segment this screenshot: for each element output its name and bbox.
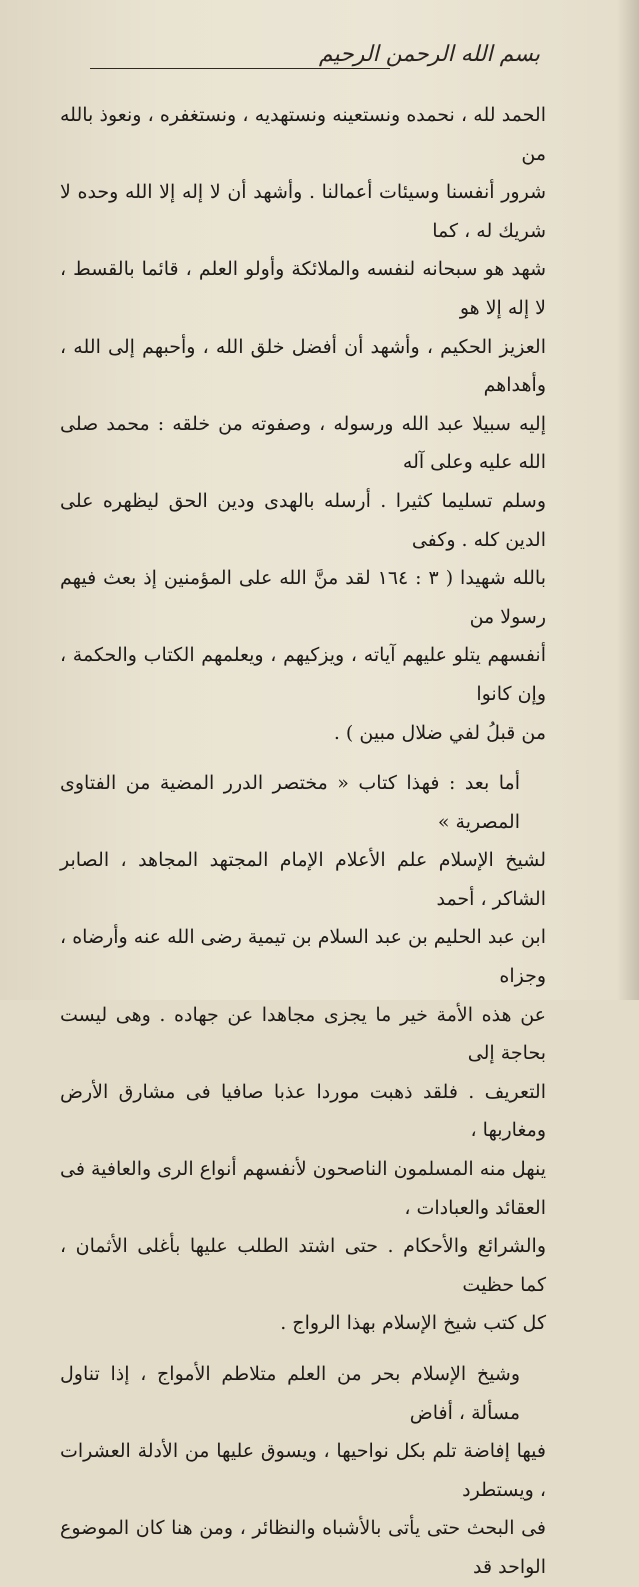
text-line: عن هذه الأمة خير ما يجزى مجاهدا عن جهاده . وهى ليست بحاجة إلى [60,1003,546,1065]
text-line: شرور أنفسنا وسيئات أعمالنا . وأشهد أن لا إله إلا الله وحده لا شريك له ، كما [60,181,546,242]
paragraph-1 [60,96,546,752]
text-line: التعريف . فلقد ذهبت موردا عذبا صافيا فى مشارق الأرض ومغاربها ، [60,1080,546,1142]
text-line: كل كتب شيخ الإسلام بهذا الرواج . [280,1312,546,1335]
text-line: والشرائع والأحكام . حتى اشتد الطلب عليها بأغلى الأثمان ، كما حظيت [60,1235,546,1296]
text-line: فى البحث حتى يأتى بالأشباه والنظائر ، ومن هنا كان الموضوع الواحد قد [60,1517,546,1578]
text-line: وسلم تسليما كثيرا . أرسله بالهدى ودين الحق ليظهره على الدين كله . وكفى [60,489,546,551]
text-line: إليه سبيلا عبد الله ورسوله ، وصفوته من خلقه : محمد صلى الله عليه وعلى آله [60,412,546,474]
paragraph-gap [60,752,546,764]
text-line: ينهل منه المسلمون الناصحون لأنفسهم أنواع الرى والعافية فى العقائد والعبادات ، [59,1158,546,1219]
paragraph-gap [60,1343,546,1355]
text-line: ابن عبد الحليم بن عبد السلام بن تيمية رضى الله عنه وأرضاه ، وجزاه [60,926,546,988]
page-spine-shadow [617,0,639,1000]
text-line: وشيخ الإسلام بحر من العلم متلاطم الأمواج ، إذا تناول مسألة ، أفاض [60,1363,520,1424]
text-line: من قبلُ لفي ضلال مبين ) . [333,721,546,744]
text-line: أنفسهم يتلو عليهم آياته ، ويزكيهم ، ويعلمهم الكتاب والحكمة ، وإن كانوا [60,644,546,705]
text-line: لشيخ الإسلام علم الأعلام الإمام المجتهد المجاهد ، الصابر الشاكر ، أحمد [60,849,546,910]
body-text [60,96,546,1587]
text-line: بالله شهيدا ( ٣ : ١٦٤ لقد منَّ الله على المؤمنين إذ بعث فيهم رسولا من [60,567,546,628]
page-header [90,40,540,80]
text-line: الحمد لله ، نحمده ونستعينه ونستهديه ، ونستغفره ، ونعوذ بالله من [60,104,546,165]
text-line: شهد هو سبحانه لنفسه والملائكة وأولو العلم ، قائما بالقسط ، لا إله إلا هو [60,258,546,319]
text-line: فيها إفاضة تلم بكل نواحيها ، ويسوق عليها من الأدلة العشرات ، ويستطرد [60,1440,546,1501]
paragraph-3 [60,1355,546,1587]
text-line: العزيز الحكيم ، وأشهد أن أفضل خلق الله ، وأحبهم إلى الله ، وأهداهم [60,335,546,397]
text-line: أما بعد : فهذا كتاب « مختصر الدرر المضية من الفتاوى المصرية » [60,772,520,833]
paragraph-2 [60,764,546,1343]
basmala-heading: بسم الله الرحمن الرحيم [318,42,540,67]
header-rule [90,68,390,69]
